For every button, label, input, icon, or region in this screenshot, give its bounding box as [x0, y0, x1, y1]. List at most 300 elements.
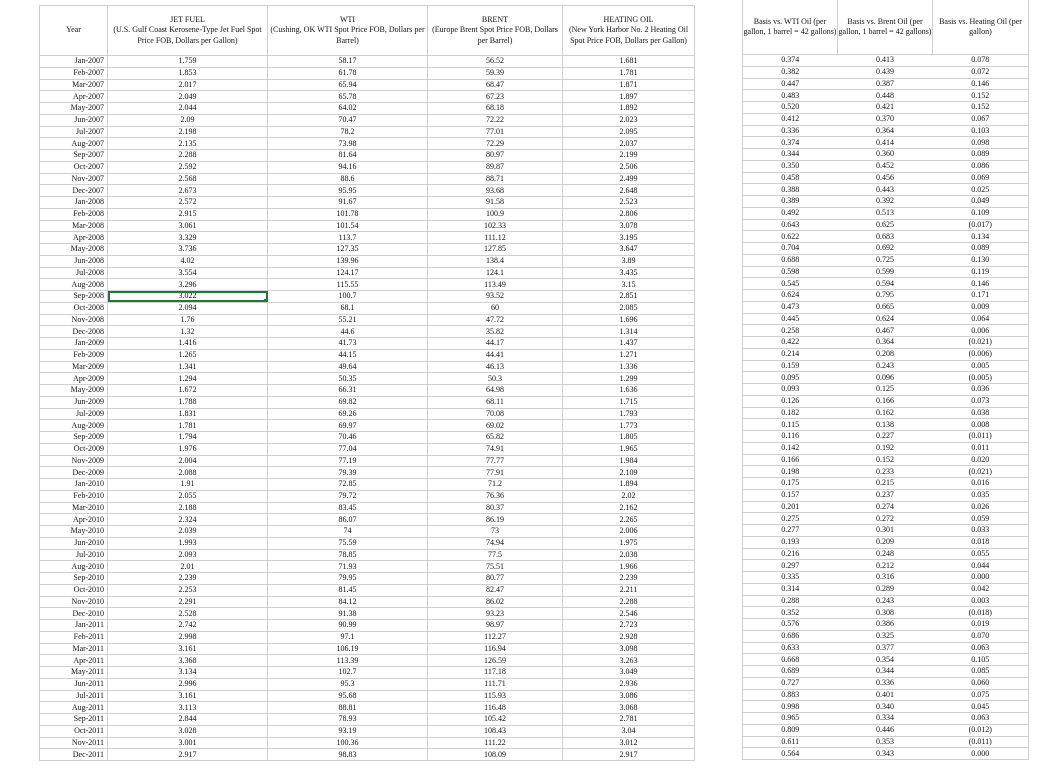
cell-jet-fuel[interactable]: 2.09 [108, 114, 268, 126]
cell-basis-heating-oil[interactable]: 0.146 [933, 78, 1029, 90]
cell-jet-fuel[interactable]: 1.91 [108, 479, 268, 491]
cell-basis-wti[interactable]: 0.335 [743, 572, 838, 584]
cell-year[interactable]: Apr-2007 [40, 91, 108, 103]
cell-basis-brent[interactable]: 0.152 [838, 454, 933, 466]
cell-brent[interactable]: 113.49 [428, 279, 563, 291]
cell-basis-wti[interactable]: 0.093 [743, 384, 838, 396]
cell-basis-wti[interactable]: 0.275 [743, 513, 838, 525]
cell-basis-heating-oil[interactable]: 0.018 [933, 536, 1029, 548]
cell-year[interactable]: Sep-2010 [40, 573, 108, 585]
cell-heating-oil[interactable]: 2.109 [563, 467, 695, 479]
cell-year[interactable]: Dec-2009 [40, 467, 108, 479]
cell-wti[interactable]: 78.85 [268, 549, 428, 561]
cell-jet-fuel[interactable]: 1.831 [108, 408, 268, 420]
cell-basis-heating-oil[interactable]: 0.044 [933, 560, 1029, 572]
cell-heating-oil[interactable]: 3.086 [563, 690, 695, 702]
cell-heating-oil[interactable]: 1.975 [563, 537, 695, 549]
cell-wti[interactable]: 81.64 [268, 150, 428, 162]
cell-basis-wti[interactable]: 0.157 [743, 489, 838, 501]
cell-brent[interactable]: 86.19 [428, 514, 563, 526]
cell-heating-oil[interactable]: 2.239 [563, 573, 695, 585]
cell-basis-brent[interactable]: 0.364 [838, 337, 933, 349]
cell-brent[interactable]: 111.22 [428, 737, 563, 749]
cell-brent[interactable]: 80.77 [428, 573, 563, 585]
selected-cell[interactable]: 3.022 [108, 291, 268, 303]
cell-basis-brent[interactable]: 0.795 [838, 290, 933, 302]
cell-wti[interactable]: 44.15 [268, 349, 428, 361]
cell-year[interactable]: Oct-2007 [40, 161, 108, 173]
cell-year[interactable]: Mar-2007 [40, 79, 108, 91]
cell-basis-heating-oil[interactable]: 0.019 [933, 619, 1029, 631]
cell-jet-fuel[interactable]: 1.341 [108, 361, 268, 373]
cell-year[interactable]: Feb-2009 [40, 349, 108, 361]
cell-year[interactable]: Jul-2008 [40, 267, 108, 279]
cell-basis-wti[interactable]: 0.473 [743, 301, 838, 313]
cell-basis-heating-oil[interactable]: 0.026 [933, 501, 1029, 513]
cell-year[interactable]: Aug-2009 [40, 420, 108, 432]
cell-jet-fuel[interactable]: 2.324 [108, 514, 268, 526]
cell-heating-oil[interactable]: 3.068 [563, 702, 695, 714]
cell-basis-heating-oil[interactable]: 0.078 [933, 55, 1029, 67]
cell-year[interactable]: Nov-2007 [40, 173, 108, 185]
cell-wti[interactable]: 124.17 [268, 267, 428, 279]
cell-jet-fuel[interactable]: 1.993 [108, 537, 268, 549]
cell-wti[interactable]: 44.6 [268, 326, 428, 338]
cell-year[interactable]: Mar-2009 [40, 361, 108, 373]
cell-jet-fuel[interactable]: 2.528 [108, 608, 268, 620]
cell-heating-oil[interactable]: 2.723 [563, 620, 695, 632]
cell-brent[interactable]: 73 [428, 526, 563, 538]
cell-basis-heating-oil[interactable]: (0.011) [933, 431, 1029, 443]
cell-year[interactable]: Dec-2011 [40, 749, 108, 761]
cell-basis-heating-oil[interactable]: 0.008 [933, 419, 1029, 431]
cell-brent[interactable]: 47.72 [428, 314, 563, 326]
cell-heating-oil[interactable]: 1.984 [563, 455, 695, 467]
cell-brent[interactable]: 76.36 [428, 490, 563, 502]
cell-basis-brent[interactable]: 0.414 [838, 137, 933, 149]
cell-year[interactable]: Jan-2011 [40, 620, 108, 632]
cell-heating-oil[interactable]: 1.781 [563, 67, 695, 79]
cell-brent[interactable]: 138.4 [428, 255, 563, 267]
cell-wti[interactable]: 106.19 [268, 643, 428, 655]
cell-basis-wti[interactable]: 0.458 [743, 172, 838, 184]
cell-jet-fuel[interactable]: 1.781 [108, 420, 268, 432]
cell-wti[interactable]: 95.95 [268, 185, 428, 197]
cell-wti[interactable]: 94.16 [268, 161, 428, 173]
cell-heating-oil[interactable]: 1.696 [563, 314, 695, 326]
cell-basis-wti[interactable]: 0.422 [743, 337, 838, 349]
cell-basis-heating-oil[interactable]: 0.009 [933, 301, 1029, 313]
cell-jet-fuel[interactable]: 2.017 [108, 79, 268, 91]
cell-basis-heating-oil[interactable]: 0.006 [933, 325, 1029, 337]
cell-jet-fuel[interactable]: 2.004 [108, 455, 268, 467]
cell-basis-wti[interactable]: 0.116 [743, 431, 838, 443]
cell-brent[interactable]: 74.94 [428, 537, 563, 549]
cell-brent[interactable]: 108.43 [428, 725, 563, 737]
cell-basis-wti[interactable]: 0.382 [743, 66, 838, 78]
header-basis-brent[interactable]: Basis vs. Brent Oil (per gallon, 1 barrel = 42 gallons) [838, 0, 933, 55]
cell-heating-oil[interactable]: 2.006 [563, 526, 695, 538]
cell-basis-brent[interactable]: 0.301 [838, 525, 933, 537]
cell-basis-brent[interactable]: 0.725 [838, 254, 933, 266]
cell-basis-heating-oil[interactable]: (0.018) [933, 607, 1029, 619]
cell-jet-fuel[interactable]: 3.368 [108, 655, 268, 667]
cell-basis-heating-oil[interactable]: 0.000 [933, 748, 1029, 760]
cell-basis-wti[interactable]: 0.258 [743, 325, 838, 337]
cell-basis-brent[interactable]: 0.274 [838, 501, 933, 513]
cell-wti[interactable]: 64.02 [268, 103, 428, 115]
cell-basis-brent[interactable]: 0.334 [838, 713, 933, 725]
cell-wti[interactable]: 41.73 [268, 338, 428, 350]
cell-jet-fuel[interactable]: 2.742 [108, 620, 268, 632]
cell-basis-wti[interactable]: 0.142 [743, 442, 838, 454]
cell-heating-oil[interactable]: 2.288 [563, 596, 695, 608]
cell-brent[interactable]: 77.01 [428, 126, 563, 138]
cell-jet-fuel[interactable]: 2.915 [108, 208, 268, 220]
cell-wti[interactable]: 79.39 [268, 467, 428, 479]
cell-wti[interactable]: 70.47 [268, 114, 428, 126]
cell-basis-heating-oil[interactable]: 0.036 [933, 384, 1029, 396]
cell-year[interactable]: Nov-2009 [40, 455, 108, 467]
cell-basis-wti[interactable]: 0.965 [743, 713, 838, 725]
cell-basis-wti[interactable]: 0.374 [743, 55, 838, 67]
cell-basis-heating-oil[interactable]: 0.060 [933, 677, 1029, 689]
cell-brent[interactable]: 88.71 [428, 173, 563, 185]
cell-basis-wti[interactable]: 0.624 [743, 290, 838, 302]
cell-basis-brent[interactable]: 0.386 [838, 619, 933, 631]
cell-brent[interactable]: 35.82 [428, 326, 563, 338]
cell-heating-oil[interactable]: 1.336 [563, 361, 695, 373]
cell-wti[interactable]: 78.93 [268, 714, 428, 726]
cell-jet-fuel[interactable]: 2.094 [108, 302, 268, 314]
cell-basis-brent[interactable]: 0.336 [838, 677, 933, 689]
cell-year[interactable]: Jun-2009 [40, 396, 108, 408]
cell-basis-heating-oil[interactable]: 0.049 [933, 196, 1029, 208]
cell-basis-wti[interactable]: 0.633 [743, 642, 838, 654]
header-brent[interactable]: BRENT (Europe Brent Spot Price FOB, Dollars per Barrel) [428, 6, 563, 56]
cell-basis-brent[interactable]: 0.272 [838, 513, 933, 525]
cell-heating-oil[interactable]: 1.715 [563, 396, 695, 408]
cell-heating-oil[interactable]: 2.917 [563, 749, 695, 761]
cell-heating-oil[interactable]: 2.037 [563, 138, 695, 150]
cell-heating-oil[interactable]: 1.314 [563, 326, 695, 338]
cell-basis-wti[interactable]: 0.344 [743, 149, 838, 161]
cell-heating-oil[interactable]: 2.806 [563, 208, 695, 220]
cell-year[interactable]: Sep-2008 [40, 291, 108, 303]
cell-jet-fuel[interactable]: 3.296 [108, 279, 268, 291]
cell-year[interactable]: Mar-2011 [40, 643, 108, 655]
cell-brent[interactable]: 70.08 [428, 408, 563, 420]
cell-brent[interactable]: 75.51 [428, 561, 563, 573]
cell-basis-wti[interactable]: 0.314 [743, 583, 838, 595]
cell-brent[interactable]: 98.97 [428, 620, 563, 632]
cell-basis-brent[interactable]: 0.192 [838, 442, 933, 454]
cell-basis-heating-oil[interactable]: 0.152 [933, 90, 1029, 102]
cell-jet-fuel[interactable]: 2.844 [108, 714, 268, 726]
header-basis-heating-oil[interactable]: Basis vs. Heating Oil (per gallon) [933, 0, 1029, 55]
cell-basis-wti[interactable]: 0.611 [743, 736, 838, 748]
header-year[interactable]: Year [40, 6, 108, 56]
cell-wti[interactable]: 97.1 [268, 631, 428, 643]
cell-basis-wti[interactable]: 0.214 [743, 348, 838, 360]
cell-basis-heating-oil[interactable]: (0.017) [933, 219, 1029, 231]
cell-basis-wti[interactable]: 0.336 [743, 125, 838, 137]
cell-basis-wti[interactable]: 0.216 [743, 548, 838, 560]
cell-brent[interactable]: 56.52 [428, 56, 563, 68]
cell-wti[interactable]: 69.97 [268, 420, 428, 432]
cell-brent[interactable]: 67.23 [428, 91, 563, 103]
cell-basis-brent[interactable]: 0.138 [838, 419, 933, 431]
cell-brent[interactable]: 82.47 [428, 584, 563, 596]
cell-basis-wti[interactable]: 0.201 [743, 501, 838, 513]
cell-wti[interactable]: 79.72 [268, 490, 428, 502]
cell-jet-fuel[interactable]: 2.093 [108, 549, 268, 561]
cell-year[interactable]: Feb-2010 [40, 490, 108, 502]
cell-heating-oil[interactable]: 3.647 [563, 244, 695, 256]
cell-basis-brent[interactable]: 0.439 [838, 66, 933, 78]
cell-brent[interactable]: 115.93 [428, 690, 563, 702]
header-basis-wti[interactable]: Basis vs. WTI Oil (per gallon, 1 barrel = 42 gallons) [743, 0, 838, 55]
cell-year[interactable]: Jun-2007 [40, 114, 108, 126]
cell-wti[interactable]: 83.45 [268, 502, 428, 514]
cell-brent[interactable]: 77.77 [428, 455, 563, 467]
cell-year[interactable]: Apr-2009 [40, 373, 108, 385]
cell-basis-wti[interactable]: 0.483 [743, 90, 838, 102]
cell-wti[interactable]: 50.35 [268, 373, 428, 385]
cell-jet-fuel[interactable]: 3.061 [108, 220, 268, 232]
cell-brent[interactable]: 93.23 [428, 608, 563, 620]
cell-basis-wti[interactable]: 0.277 [743, 525, 838, 537]
cell-basis-heating-oil[interactable]: 0.146 [933, 278, 1029, 290]
cell-jet-fuel[interactable]: 2.572 [108, 197, 268, 209]
cell-wti[interactable]: 113.39 [268, 655, 428, 667]
cell-heating-oil[interactable]: 1.437 [563, 338, 695, 350]
cell-heating-oil[interactable]: 2.506 [563, 161, 695, 173]
cell-year[interactable]: Jul-2010 [40, 549, 108, 561]
cell-heating-oil[interactable]: 2.211 [563, 584, 695, 596]
cell-wti[interactable]: 58.17 [268, 56, 428, 68]
cell-heating-oil[interactable]: 2.781 [563, 714, 695, 726]
cell-basis-heating-oil[interactable]: 0.055 [933, 548, 1029, 560]
cell-basis-heating-oil[interactable]: 0.016 [933, 478, 1029, 490]
cell-wti[interactable]: 77.04 [268, 443, 428, 455]
cell-brent[interactable]: 46.13 [428, 361, 563, 373]
cell-basis-brent[interactable]: 0.401 [838, 689, 933, 701]
cell-basis-brent[interactable]: 0.594 [838, 278, 933, 290]
cell-basis-brent[interactable]: 0.344 [838, 666, 933, 678]
cell-year[interactable]: May-2007 [40, 103, 108, 115]
cell-wti[interactable]: 102.7 [268, 667, 428, 679]
cell-year[interactable]: Apr-2011 [40, 655, 108, 667]
cell-basis-brent[interactable]: 0.413 [838, 55, 933, 67]
cell-wti[interactable]: 90.99 [268, 620, 428, 632]
cell-basis-heating-oil[interactable]: 0.003 [933, 595, 1029, 607]
cell-basis-wti[interactable]: 0.689 [743, 666, 838, 678]
cell-basis-brent[interactable]: 0.096 [838, 372, 933, 384]
cell-year[interactable]: Aug-2010 [40, 561, 108, 573]
cell-heating-oil[interactable]: 1.892 [563, 103, 695, 115]
cell-year[interactable]: Jul-2007 [40, 126, 108, 138]
cell-jet-fuel[interactable]: 2.044 [108, 103, 268, 115]
cell-basis-wti[interactable]: 0.182 [743, 407, 838, 419]
cell-basis-wti[interactable]: 0.445 [743, 313, 838, 325]
cell-year[interactable]: Dec-2007 [40, 185, 108, 197]
cell-jet-fuel[interactable]: 3.329 [108, 232, 268, 244]
cell-basis-brent[interactable]: 0.599 [838, 266, 933, 278]
cell-basis-brent[interactable]: 0.208 [838, 348, 933, 360]
cell-jet-fuel[interactable]: 1.32 [108, 326, 268, 338]
cell-basis-wti[interactable]: 0.883 [743, 689, 838, 701]
cell-wti[interactable]: 70.46 [268, 432, 428, 444]
cell-jet-fuel[interactable]: 2.253 [108, 584, 268, 596]
cell-wti[interactable]: 73.98 [268, 138, 428, 150]
cell-wti[interactable]: 69.26 [268, 408, 428, 420]
cell-basis-heating-oil[interactable]: 0.025 [933, 184, 1029, 196]
cell-jet-fuel[interactable]: 3.028 [108, 725, 268, 737]
cell-heating-oil[interactable]: 3.89 [563, 255, 695, 267]
cell-basis-wti[interactable]: 0.447 [743, 78, 838, 90]
cell-basis-wti[interactable]: 0.297 [743, 560, 838, 572]
cell-basis-wti[interactable]: 0.126 [743, 395, 838, 407]
cell-heating-oil[interactable]: 1.894 [563, 479, 695, 491]
cell-jet-fuel[interactable]: 1.265 [108, 349, 268, 361]
cell-wti[interactable]: 113.7 [268, 232, 428, 244]
header-wti[interactable]: WTI (Cushing, OK WTI Spot Price FOB, Dollars per Barrel) [268, 6, 428, 56]
cell-basis-wti[interactable]: 0.095 [743, 372, 838, 384]
cell-basis-brent[interactable]: 0.243 [838, 360, 933, 372]
cell-brent[interactable]: 100.9 [428, 208, 563, 220]
cell-basis-heating-oil[interactable]: 0.035 [933, 489, 1029, 501]
cell-basis-heating-oil[interactable]: 0.089 [933, 149, 1029, 161]
cell-year[interactable]: Mar-2008 [40, 220, 108, 232]
cell-brent[interactable]: 72.22 [428, 114, 563, 126]
cell-year[interactable]: Feb-2008 [40, 208, 108, 220]
cell-brent[interactable]: 77.5 [428, 549, 563, 561]
cell-basis-brent[interactable]: 0.289 [838, 583, 933, 595]
cell-wti[interactable]: 77.19 [268, 455, 428, 467]
cell-wti[interactable]: 65.78 [268, 91, 428, 103]
cell-jet-fuel[interactable]: 2.673 [108, 185, 268, 197]
cell-basis-wti[interactable]: 0.115 [743, 419, 838, 431]
cell-heating-oil[interactable]: 3.012 [563, 737, 695, 749]
cell-basis-brent[interactable]: 0.467 [838, 325, 933, 337]
cell-jet-fuel[interactable]: 3.161 [108, 643, 268, 655]
cell-jet-fuel[interactable]: 2.996 [108, 678, 268, 690]
cell-wti[interactable]: 86.07 [268, 514, 428, 526]
cell-basis-brent[interactable]: 0.624 [838, 313, 933, 325]
cell-wti[interactable]: 95.3 [268, 678, 428, 690]
cell-jet-fuel[interactable]: 2.188 [108, 502, 268, 514]
cell-jet-fuel[interactable]: 2.568 [108, 173, 268, 185]
cell-brent[interactable]: 86.02 [428, 596, 563, 608]
cell-heating-oil[interactable]: 1.897 [563, 91, 695, 103]
cell-heating-oil[interactable]: 1.793 [563, 408, 695, 420]
cell-year[interactable]: May-2008 [40, 244, 108, 256]
cell-brent[interactable]: 72.29 [428, 138, 563, 150]
cell-brent[interactable]: 116.94 [428, 643, 563, 655]
cell-basis-brent[interactable]: 0.443 [838, 184, 933, 196]
cell-brent[interactable]: 60 [428, 302, 563, 314]
cell-brent[interactable]: 74.91 [428, 443, 563, 455]
cell-basis-heating-oil[interactable]: 0.105 [933, 654, 1029, 666]
cell-jet-fuel[interactable]: 1.294 [108, 373, 268, 385]
cell-basis-wti[interactable]: 0.520 [743, 102, 838, 114]
cell-heating-oil[interactable]: 3.435 [563, 267, 695, 279]
cell-jet-fuel[interactable]: 3.554 [108, 267, 268, 279]
cell-jet-fuel[interactable]: 3.161 [108, 690, 268, 702]
cell-year[interactable]: Oct-2011 [40, 725, 108, 737]
cell-basis-brent[interactable]: 0.343 [838, 748, 933, 760]
cell-basis-wti[interactable]: 0.668 [743, 654, 838, 666]
cell-jet-fuel[interactable]: 1.794 [108, 432, 268, 444]
cell-wti[interactable]: 61.78 [268, 67, 428, 79]
cell-wti[interactable]: 88.6 [268, 173, 428, 185]
cell-jet-fuel[interactable]: 1.416 [108, 338, 268, 350]
cell-jet-fuel[interactable]: 2.049 [108, 91, 268, 103]
cell-heating-oil[interactable]: 2.023 [563, 114, 695, 126]
cell-basis-heating-oil[interactable]: 0.098 [933, 137, 1029, 149]
cell-year[interactable]: Sep-2007 [40, 150, 108, 162]
cell-basis-heating-oil[interactable]: 0.033 [933, 525, 1029, 537]
cell-jet-fuel[interactable]: 2.239 [108, 573, 268, 585]
cell-brent[interactable]: 68.47 [428, 79, 563, 91]
cell-basis-wti[interactable]: 0.643 [743, 219, 838, 231]
cell-wti[interactable]: 100.7 [268, 291, 428, 303]
cell-year[interactable]: Jun-2011 [40, 678, 108, 690]
cell-heating-oil[interactable]: 2.851 [563, 291, 695, 303]
cell-wti[interactable]: 101.78 [268, 208, 428, 220]
cell-heating-oil[interactable]: 3.15 [563, 279, 695, 291]
cell-basis-heating-oil[interactable]: 0.038 [933, 407, 1029, 419]
header-jet-fuel[interactable]: JET FUEL (U.S. Gulf Coast Kerosene-Type Jet Fuel Spot Price FOB, Dollars per Gallon) [108, 6, 268, 56]
cell-year[interactable]: Jan-2007 [40, 56, 108, 68]
cell-basis-heating-oil[interactable]: (0.011) [933, 736, 1029, 748]
cell-heating-oil[interactable]: 1.871 [563, 79, 695, 91]
cell-basis-wti[interactable]: 0.193 [743, 536, 838, 548]
cell-basis-wti[interactable]: 0.809 [743, 724, 838, 736]
cell-wti[interactable]: 127.35 [268, 244, 428, 256]
cell-heating-oil[interactable]: 2.648 [563, 185, 695, 197]
cell-basis-brent[interactable]: 0.233 [838, 466, 933, 478]
cell-brent[interactable]: 65.82 [428, 432, 563, 444]
cell-basis-heating-oil[interactable]: 0.130 [933, 254, 1029, 266]
cell-wti[interactable]: 78.2 [268, 126, 428, 138]
cell-jet-fuel[interactable]: 2.01 [108, 561, 268, 573]
cell-basis-brent[interactable]: 0.456 [838, 172, 933, 184]
cell-basis-wti[interactable]: 0.198 [743, 466, 838, 478]
cell-basis-heating-oil[interactable]: 0.070 [933, 630, 1029, 642]
cell-basis-wti[interactable]: 0.374 [743, 137, 838, 149]
cell-basis-brent[interactable]: 0.237 [838, 489, 933, 501]
cell-basis-heating-oil[interactable]: 0.063 [933, 713, 1029, 725]
cell-brent[interactable]: 50.3 [428, 373, 563, 385]
cell-year[interactable]: Dec-2010 [40, 608, 108, 620]
cell-heating-oil[interactable]: 1.271 [563, 349, 695, 361]
cell-basis-heating-oil[interactable]: 0.063 [933, 642, 1029, 654]
cell-basis-heating-oil[interactable]: 0.109 [933, 207, 1029, 219]
cell-wti[interactable]: 65.94 [268, 79, 428, 91]
cell-basis-wti[interactable]: 0.352 [743, 607, 838, 619]
cell-year[interactable]: Nov-2008 [40, 314, 108, 326]
cell-year[interactable]: May-2010 [40, 526, 108, 538]
cell-wti[interactable]: 139.96 [268, 255, 428, 267]
cell-basis-brent[interactable]: 0.125 [838, 384, 933, 396]
cell-basis-brent[interactable]: 0.364 [838, 125, 933, 137]
cell-brent[interactable]: 44.17 [428, 338, 563, 350]
cell-basis-wti[interactable]: 0.622 [743, 231, 838, 243]
cell-heating-oil[interactable]: 2.265 [563, 514, 695, 526]
cell-brent[interactable]: 102.33 [428, 220, 563, 232]
